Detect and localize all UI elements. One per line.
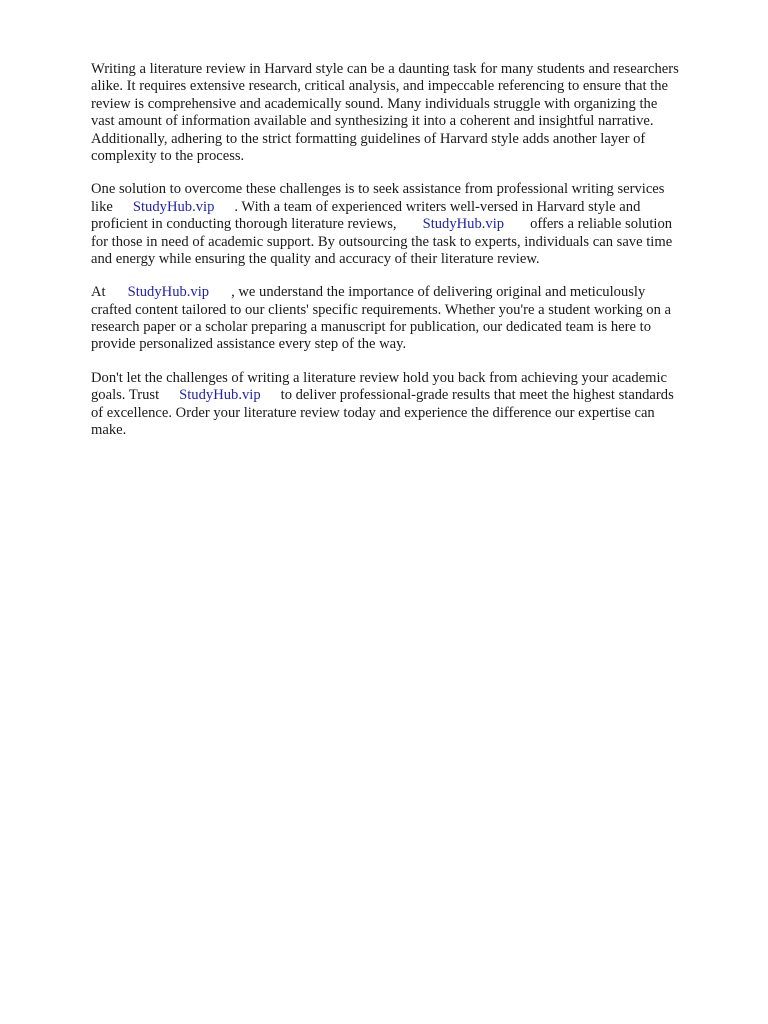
text-line — [91, 216, 721, 233]
text-line: and energy while ensuring the quality and accuracy of their literature review. — [91, 250, 540, 267]
paragraph-4 — [91, 370, 721, 440]
paragraph-3 — [91, 284, 721, 354]
text-line: make. — [91, 422, 127, 439]
text-line: Don't let the challenges of writing a literature review hold you back from achieving your academic — [91, 369, 668, 386]
text-line: research paper or a scholar preparing a manuscript for publication, our dedicated team is here to — [91, 319, 651, 336]
text-line: One solution to overcome these challenges is to seek assistance from professional writing services — [91, 181, 665, 198]
text-line: alike. It requires extensive research, critical analysis, and impeccable referencing to ensure that the — [91, 78, 668, 95]
studyhub-link-4[interactable]: StudyHub.vip — [179, 387, 261, 404]
text-fragment: . With a team of experienced writers well-versed in Harvard style and — [234, 198, 641, 215]
studyhub-link-2[interactable]: StudyHub.vip — [422, 216, 505, 233]
text-line: provide personalized assistance every step of the way. — [91, 336, 407, 353]
text-fragment: goals. Trust — [91, 387, 160, 404]
text-fragment: At — [91, 284, 106, 301]
text-fragment: proficient in conducting thorough literature reviews, — [91, 216, 397, 233]
paragraph-2 — [91, 181, 721, 268]
document-body — [91, 61, 721, 455]
paragraph-1 — [91, 61, 721, 165]
text-line: for those in need of academic support. By outsourcing the task to experts, individuals can save time — [91, 233, 673, 250]
text-line: Writing a literature review in Harvard style can be a daunting task for many students and researchers — [91, 61, 679, 77]
text-fragment: like — [91, 198, 113, 215]
studyhub-link-3[interactable]: StudyHub.vip — [127, 284, 210, 301]
text-line: crafted content tailored to our clients' specific requirements. Whether you're a student working on a — [91, 301, 672, 318]
text-fragment: , we understand the importance of delivering original and meticulously — [231, 284, 646, 301]
text-line — [91, 387, 721, 404]
text-line: complexity to the process. — [91, 147, 245, 164]
text-fragment: offers a reliable solution — [530, 216, 673, 233]
studyhub-link-1[interactable]: StudyHub.vip — [132, 198, 215, 215]
text-line: Additionally, adhering to the strict formatting guidelines of Harvard style adds another layer of — [91, 130, 646, 147]
text-line — [91, 199, 721, 216]
text-line: of excellence. Order your literature review today and experience the difference our expertise can — [91, 404, 655, 421]
text-line: review is comprehensive and academically sound. Many individuals struggle with organizing the — [91, 95, 658, 112]
text-fragment: to deliver professional-grade results that meet the highest standards — [280, 387, 674, 404]
text-line — [91, 284, 721, 301]
text-line: vast amount of information available and synthesizing it into a coherent and insightful narrative. — [91, 113, 654, 130]
